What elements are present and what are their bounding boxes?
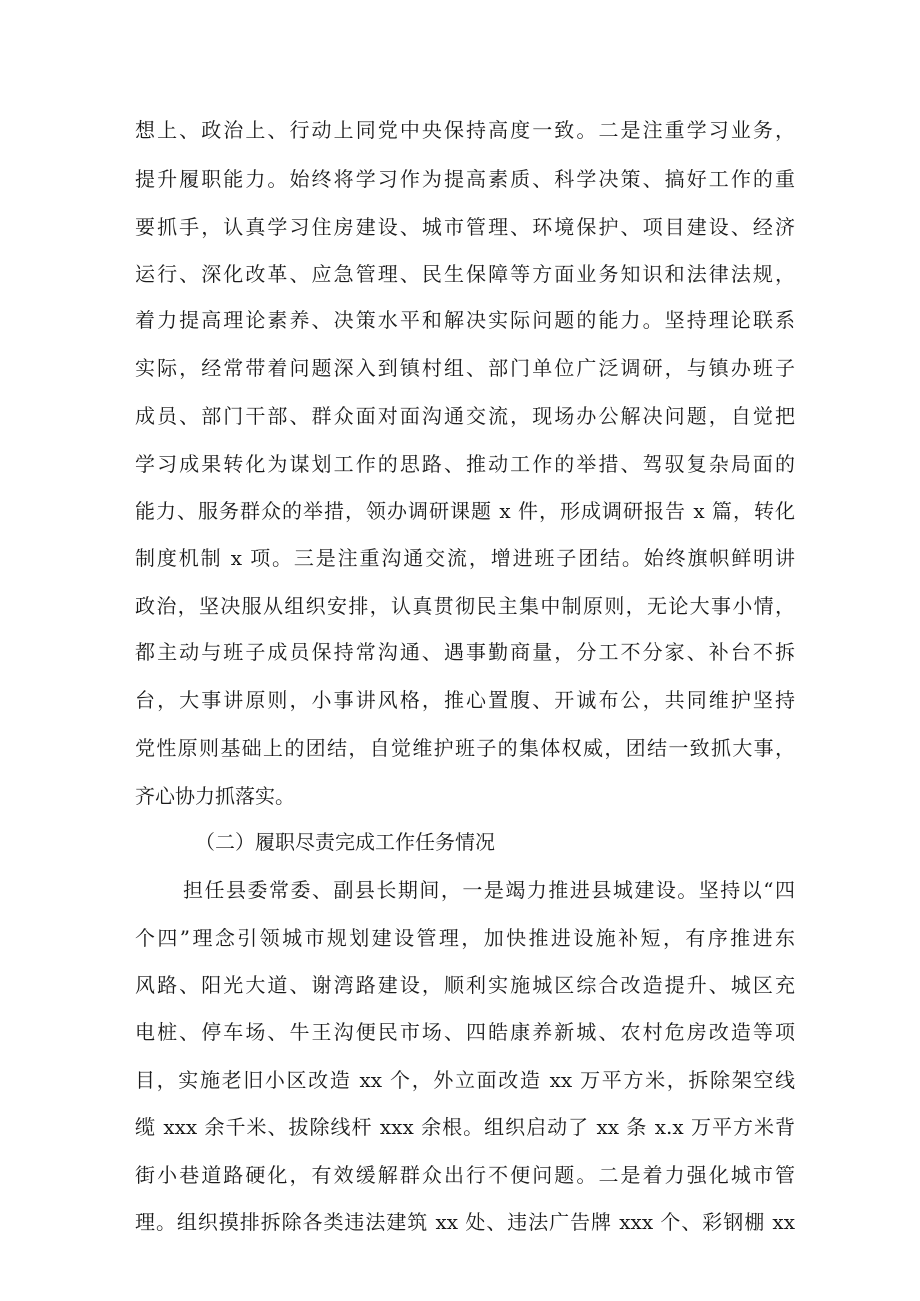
- paragraph-line: 制度机制 x 项。三是注重沟通交流，增进班子团结。始终旗帜鲜明讲: [135, 546, 795, 570]
- paragraph-line: 党性原则基础上的团结，自觉维护班子的集体权威，团结一致抓大事，: [135, 736, 795, 760]
- paragraph-line: 想上、政治上、行动上同党中央保持高度一致。二是注重学习业务，: [135, 118, 795, 142]
- section-heading: （二）履职尽责完成工作任务情况: [195, 830, 495, 854]
- paragraph-line: 能力、服务群众的举措，领办调研课题 x 件，形成调研报告 x 篇，转化: [135, 499, 795, 523]
- paragraph-line: 成员、部门干部、群众面对面沟通交流，现场办公解决问题，自觉把: [135, 404, 795, 428]
- paragraph-line: 政治，坚决服从组织安排，认真贯彻民主集中制原则，无论大事小情，: [135, 594, 795, 618]
- paragraph-line: 理。组织摸排拆除各类违法建筑 xx 处、违法广告牌 xxx 个、彩钢棚 xx: [135, 1210, 795, 1234]
- paragraph-line: 风路、阳光大道、谢湾路建设，顺利实施城区综合改造提升、城区充: [135, 973, 795, 997]
- paragraph-line: 提升履职能力。始终将学习作为提高素质、科学决策、搞好工作的重: [135, 167, 795, 191]
- paragraph-line: 目，实施老旧小区改造 xx 个，外立面改造 xx 万平方米，拆除架空线: [135, 1068, 795, 1092]
- paragraph-line: 台，大事讲原则，小事讲风格，推心置腹、开诚布公，共同维护坚持: [135, 688, 795, 712]
- paragraph-line: 都主动与班子成员保持常沟通、遇事勤商量，分工不分家、补台不拆: [135, 640, 795, 664]
- paragraph-line: 着力提高理论素养、决策水平和解决实际问题的能力。坚持理论联系: [135, 308, 795, 332]
- paragraph-line: 街小巷道路硬化，有效缓解群众出行不便问题。二是着力强化城市管: [135, 1163, 795, 1187]
- paragraph-line: 担任县委常委、副县长期间，一是竭力推进县城建设。坚持以“四: [183, 878, 795, 902]
- paragraph-line: 要抓手，认真学习住房建设、城市管理、环境保护、项目建设、经济: [135, 215, 795, 239]
- paragraph-line: 个四”理念引领城市规划建设管理，加快推进设施补短，有序推进东: [135, 926, 795, 950]
- paragraph-line: 缆 xxx 余千米、拔除线杆 xxx 余根。组织启动了 xx 条 x.x 万平方米背: [135, 1115, 795, 1139]
- paragraph-line: 电桩、停车场、牛王沟便民市场、四皓康养新城、农村危房改造等项: [135, 1020, 795, 1044]
- paragraph-line: 运行、深化改革、应急管理、民生保障等方面业务知识和法律法规，: [135, 262, 795, 286]
- paragraph-line: 实际，经常带着问题深入到镇村组、部门单位广泛调研，与镇办班子: [135, 356, 795, 380]
- paragraph-line: 齐心协力抓落实。: [135, 784, 295, 808]
- paragraph-line: 学习成果转化为谋划工作的思路、推动工作的举措、驾驭复杂局面的: [135, 452, 795, 476]
